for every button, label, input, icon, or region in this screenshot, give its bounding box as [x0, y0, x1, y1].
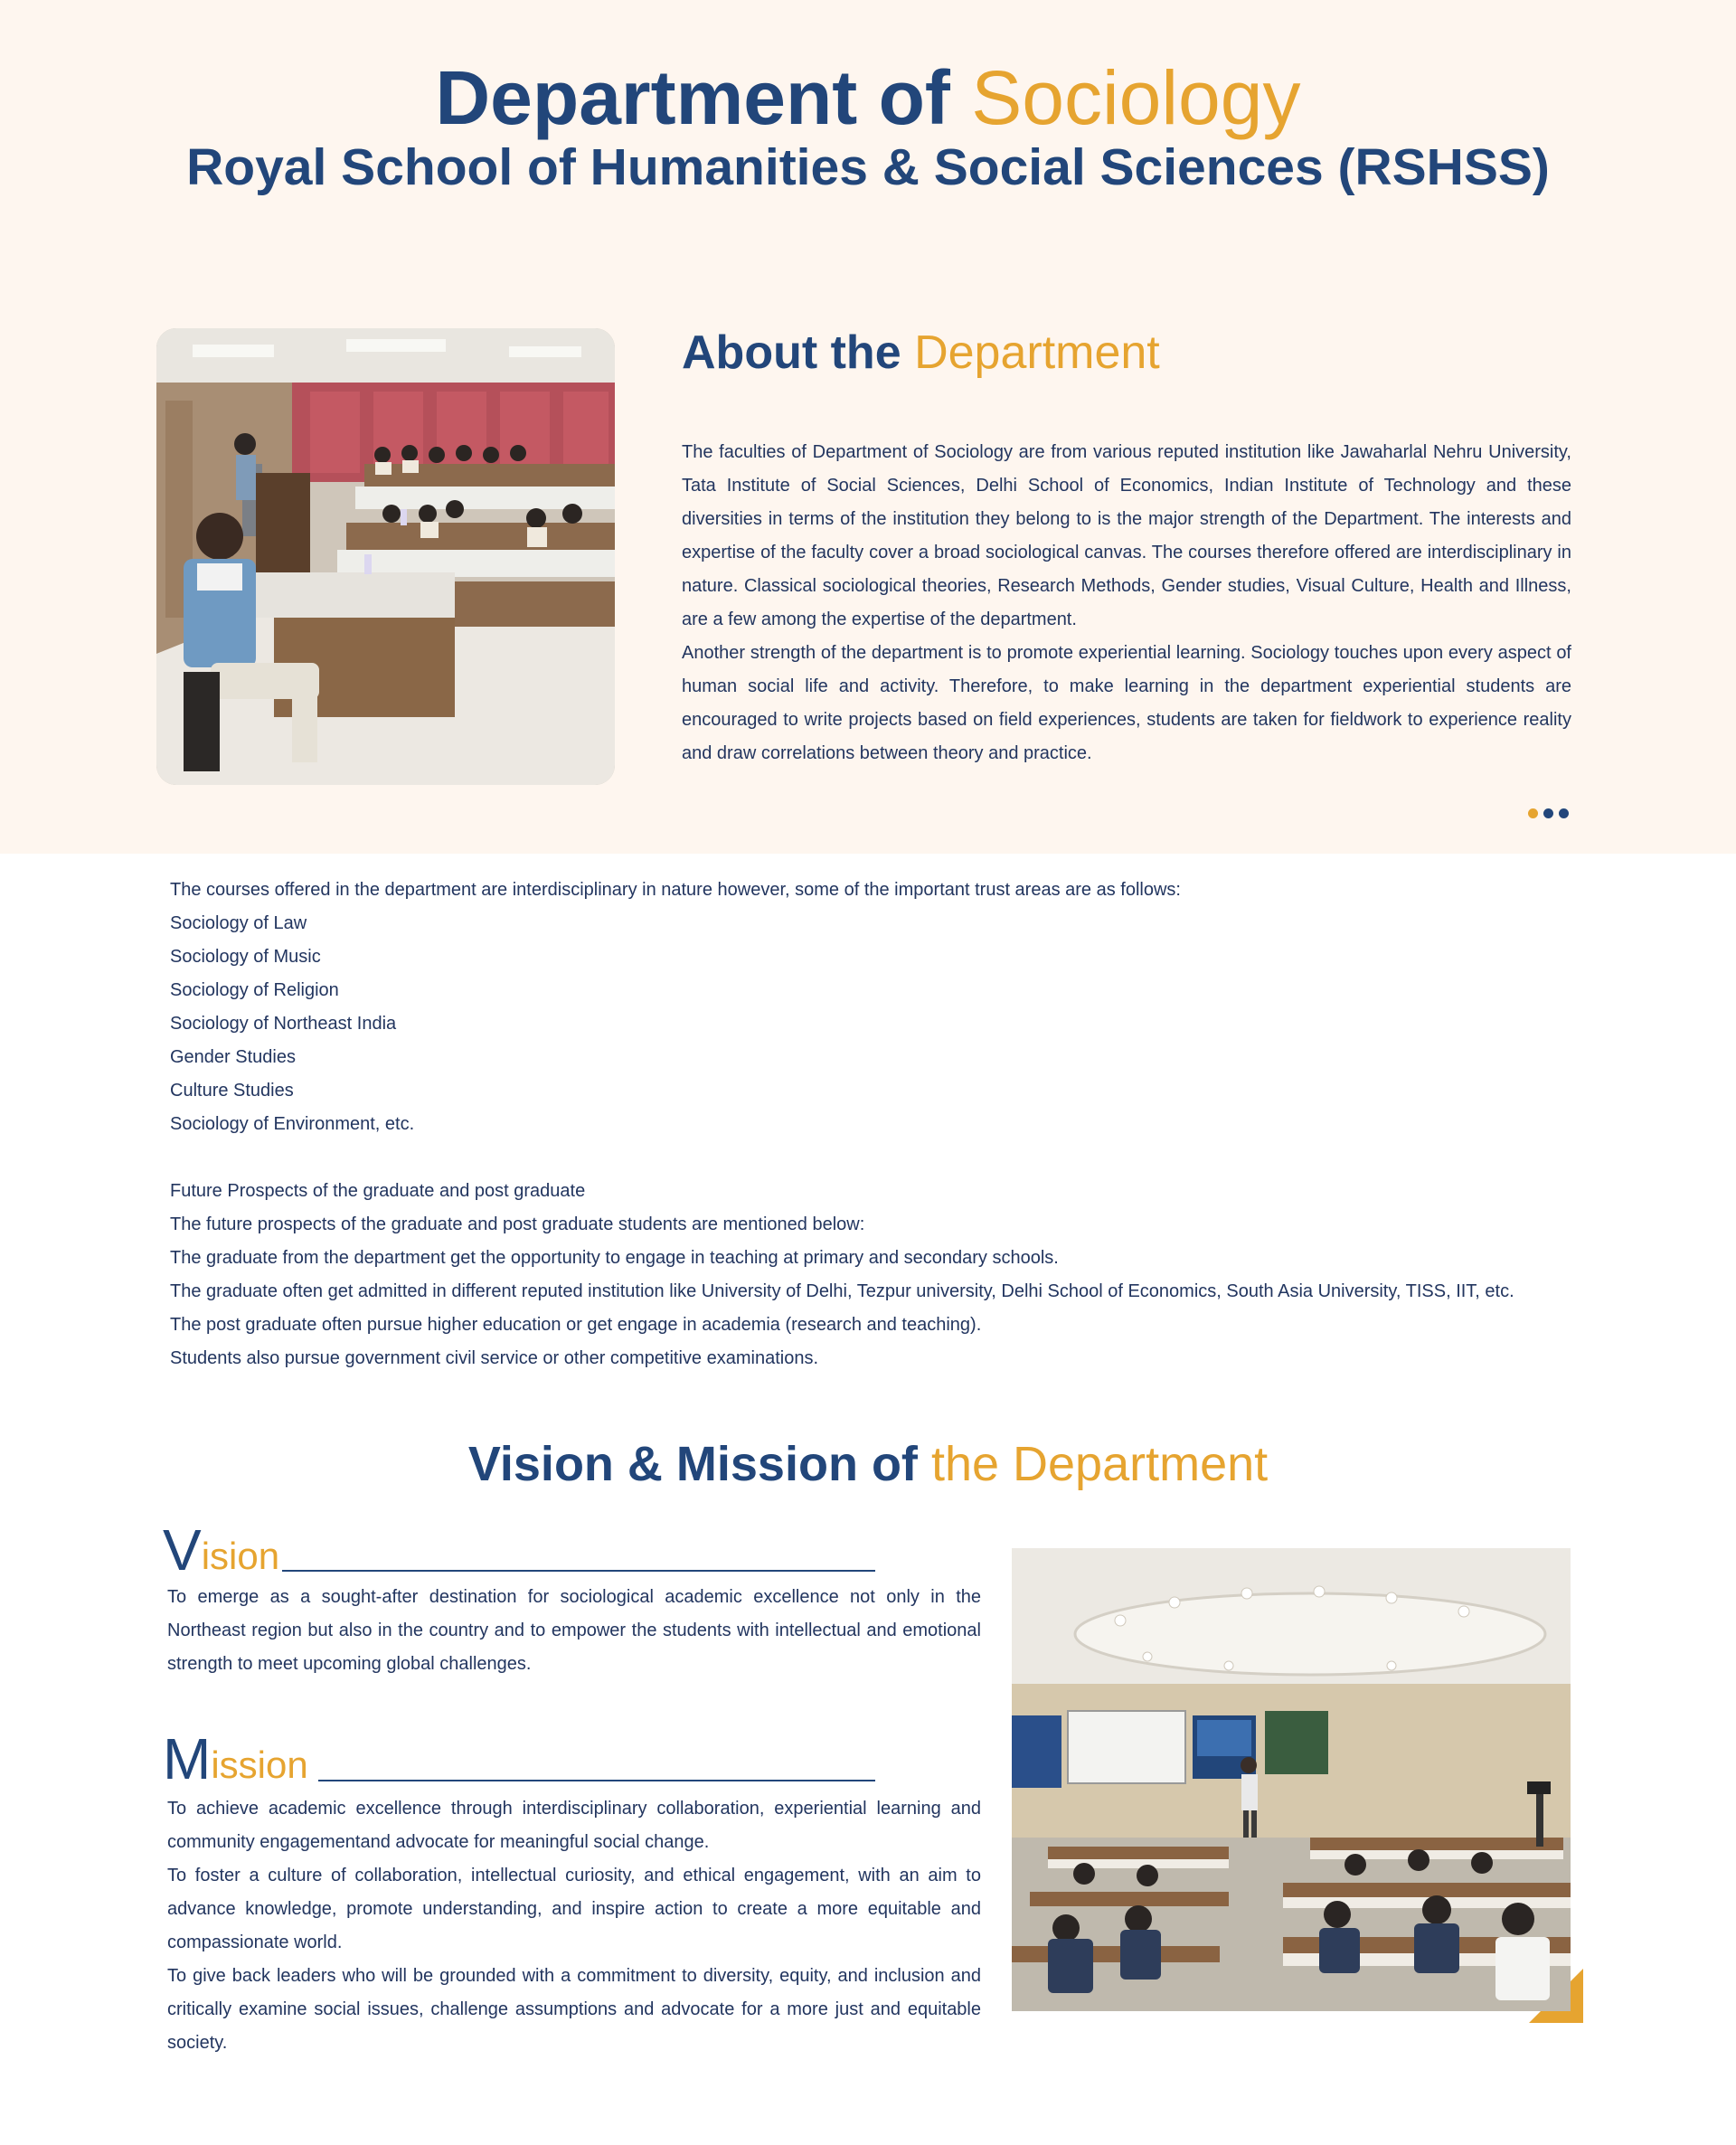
course-item: Gender Studies — [170, 1047, 296, 1067]
vision-mission-title-light: the Department — [930, 1437, 1269, 1491]
mission-underline — [318, 1780, 875, 1781]
mission-line: To foster a culture of collaboration, intellectual curiosity, and ethical engagement, with an aim to advance knowledge, promote understanding, and inspire action to create a more equitable and compassionate world. — [167, 1866, 981, 1952]
mission-initial: M — [163, 1726, 212, 1791]
mission-rest: ission — [211, 1743, 308, 1786]
seminar-photo — [156, 328, 615, 785]
mission-line: To achieve academic excellence through interdisciplinary collaboration, experiential learning and community engagementand advocate for meaningful social change. — [167, 1799, 981, 1852]
prospect-line: The future prospects of the graduate and post graduate students are mentioned below: — [170, 1214, 865, 1234]
courses-section — [170, 874, 1580, 1375]
mission-text — [167, 1792, 981, 2060]
mission-heading — [163, 1726, 308, 1791]
about-title — [682, 321, 1160, 384]
course-item: Sociology of Law — [170, 913, 307, 933]
vision-rest: ision — [201, 1535, 280, 1577]
vision-initial: V — [163, 1517, 202, 1583]
vision-text: To emerge as a sought-after destination for sociological academic excellence not only in the Northeast region but also in the country and to empower the students with intellectual and emotional strength to meet upcoming global challenges. — [167, 1587, 981, 1674]
prospect-line: The graduate often get admitted in different reputed institution like University of Delhi, Tezpur university, Delhi School of Economics, South Asia University, TISS, IIT, etc. — [170, 1281, 1514, 1301]
vision-mission-title — [0, 1432, 1736, 1496]
course-item: Culture Studies — [170, 1081, 294, 1101]
about-text — [682, 436, 1571, 770]
spacer — [170, 1141, 1580, 1175]
page-subtitle-bold: Humanities & Social Sciences (RSHSS) — [590, 138, 1550, 196]
page-subtitle — [0, 136, 1736, 199]
prospect-line: The graduate from the department get the opportunity to engage in teaching at primary and secondary schools. — [170, 1248, 1059, 1268]
prospect-line: The post graduate often pursue higher education or get engage in academia (research and teaching). — [170, 1315, 982, 1335]
carousel-dot-2[interactable] — [1543, 808, 1553, 818]
course-item: Sociology of Environment, etc. — [170, 1114, 415, 1134]
lecture-hall-photo-frame — [1012, 1548, 1581, 2023]
about-paragraph-2: Another strength of the department is to promote experiential learning. Sociology touches upon every aspect of human social life and activity. Therefore, to make learning in the department experiential students are encouraged to write projects based on field experiences, students are taken for fieldwork to experience reality and draw correlations between theory and practice. — [682, 643, 1571, 763]
page-title-bold: Department of — [435, 55, 950, 140]
course-item: Sociology of Religion — [170, 980, 339, 1000]
carousel-dot-3[interactable] — [1559, 808, 1569, 818]
vision-heading — [163, 1517, 280, 1583]
about-title-bold: About the — [682, 326, 901, 379]
lecture-hall-photo — [1012, 1548, 1571, 2011]
page-title — [0, 54, 1736, 141]
vision-mission-title-bold: Vision & Mission of — [467, 1437, 918, 1491]
carousel-dot-1[interactable] — [1528, 808, 1538, 818]
page-subtitle-light: Royal School of — [186, 138, 576, 196]
about-paragraph-1: The faculties of Department of Sociology are from various reputed institution like Jawaharlal Nehru University, Tata Institute of Social Sciences, Delhi School of Economics, Indian Institute of Technology and these diversities in terms of the institution they belong to is the major strength of the Department. The interests and expertise of the faculty cover a broad sociological canvas. The courses therefore offered are interdisciplinary in nature. Classical sociological theories, Research Methods, Gender studies, Visual Culture, Health and Illness, are a few among the expertise of the department. — [682, 442, 1571, 629]
course-item: Sociology of Music — [170, 947, 321, 967]
prospect-line: Students also pursue government civil service or other competitive examinations. — [170, 1348, 819, 1368]
carousel-dots — [1528, 808, 1569, 818]
course-item: Sociology of Northeast India — [170, 1014, 397, 1034]
page-title-light: Sociology — [971, 55, 1301, 140]
courses-intro: The courses offered in the department are interdisciplinary in nature however, some of the important trust areas are as follows: — [170, 880, 1181, 900]
about-title-light: Department — [914, 326, 1160, 379]
vision-underline — [282, 1570, 875, 1572]
mission-line: To give back leaders who will be grounded with a commitment to diversity, equity, and inclusion and critically examine social issues, challenge assumptions and advocate for a more just and equitable society. — [167, 1966, 981, 2053]
prospects-heading: Future Prospects of the graduate and post graduate — [170, 1181, 586, 1201]
